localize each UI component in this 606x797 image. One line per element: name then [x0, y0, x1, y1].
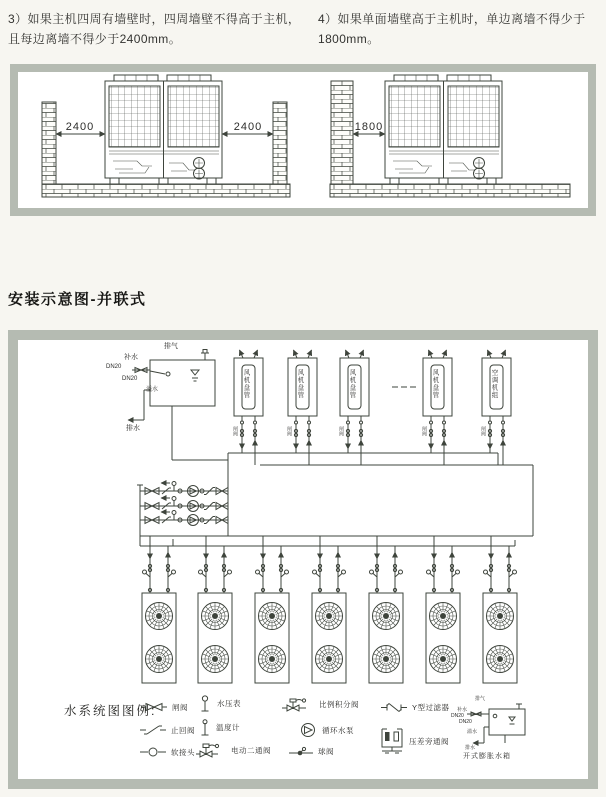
fan-coil-unit [340, 350, 369, 465]
legend-item-pi-valve: 比例积分阀 [282, 697, 359, 712]
unit-label-ahu: 空调机组 [490, 369, 498, 399]
dimension-right: 1800 [354, 121, 384, 133]
pipe-valve-label: 闸阀 [480, 426, 486, 436]
ball-valve-icon [289, 745, 313, 758]
legend-item-pressure-gauge: 水压表 [198, 695, 241, 712]
fan-coil-unit [234, 350, 263, 465]
motorized-valve-icon [196, 742, 226, 758]
heat-pump-module [255, 536, 289, 683]
legend-item-gate-valve: 闸阀 [141, 701, 188, 713]
tank-overflow-label: 溢水 [146, 387, 159, 393]
tank-dn20-a-label: DN20 [106, 364, 122, 370]
pipe-valve-label: 闸阀 [421, 426, 427, 436]
check-valve-icon [140, 724, 166, 736]
dp-bypass-valve-icon [380, 727, 404, 755]
legend-item-motorized-valve: 电动二通阀 [196, 742, 271, 758]
unit-label-fan-coil-3: 风机盘管 [348, 369, 356, 399]
tank-drain-label: 排水 [126, 425, 140, 432]
legend-open-expansion-tank [451, 695, 551, 765]
expansion-tank [128, 350, 228, 461]
unit-label-fan-coil-4: 风机盘管 [431, 369, 439, 399]
pump-branch [140, 497, 228, 512]
tank-makeup-label: 补水 [124, 354, 138, 361]
dimension-left-b: 2400 [233, 121, 263, 133]
gate-valve-icon [141, 701, 167, 713]
terminal-units [234, 350, 511, 465]
header-box [140, 387, 533, 546]
fan-coil-unit [423, 350, 452, 465]
schematic-area [18, 340, 588, 779]
legend-title: 水系统图图例: [64, 704, 157, 718]
pi-valve-icon [282, 697, 314, 712]
mini-tank-dn20-b-label: DN20 [459, 719, 472, 725]
y-strainer-icon [381, 701, 407, 714]
heat-pump-module [426, 536, 460, 683]
mini-tank-drain-label: 排水 [465, 745, 476, 751]
tank-dn20-b-label: DN20 [122, 376, 138, 382]
note-item-4: 4）如果单面墙壁高于主机时，单边离墙不得少于1800mm。 [318, 12, 586, 46]
legend-item-flexible-joint: 软接头 [140, 746, 195, 758]
pipe-valve-label: 闸阀 [286, 426, 292, 436]
note-item-3: 3）如果主机四周有墙壁时，四周墙壁不得高于主机，且每边离墙不得少于2400mm。 [8, 12, 301, 46]
section-title: 安装示意图-并联式 [8, 291, 147, 308]
clearance-diagram-left [42, 75, 290, 197]
pump-branch [140, 511, 228, 526]
flexible-joint-icon [140, 746, 166, 758]
legend-item-thermometer: 温度计 [199, 719, 240, 736]
clearance-diagram [18, 72, 588, 208]
unit-label-fan-coil-2: 风机盘管 [296, 369, 304, 399]
unit-label-fan-coil-1: 风机盘管 [242, 369, 250, 399]
heat-pump-module [369, 536, 403, 683]
heat-pump-module [142, 536, 176, 683]
mini-tank-vent-label: 排气 [475, 696, 486, 702]
mini-tank-makeup-label: 补水 [457, 707, 468, 713]
pipe-valve-label: 闸阀 [232, 426, 238, 436]
clearance-panel [10, 64, 596, 216]
dimension-left-a: 2400 [65, 121, 95, 133]
outdoor-units [142, 536, 517, 683]
mini-tank-dn20-a-label: DN20 [451, 713, 464, 719]
fan-coil-unit [288, 350, 317, 465]
mini-tank-caption: 开式膨胀水箱 [463, 753, 511, 760]
air-handling-unit [482, 350, 511, 465]
pump-icon [299, 722, 317, 738]
thermometer-icon [199, 719, 211, 736]
heat-pump-module [198, 536, 232, 683]
heat-pump-module [483, 536, 517, 683]
heat-pump-module [312, 536, 346, 683]
mini-tank-overflow-label: 溢水 [467, 729, 478, 735]
legend-item-circulation-pump: 循环水泵 [299, 722, 354, 738]
pressure-gauge-icon [198, 695, 212, 712]
pipe-valve-label: 闸阀 [338, 426, 344, 436]
schematic-panel [8, 330, 598, 789]
pump-branch [140, 482, 228, 497]
clearance-diagram-right [330, 75, 570, 197]
legend-item-y-strainer: Y型过滤器 [381, 701, 450, 714]
legend-item-check-valve: 止回阀 [140, 724, 195, 736]
legend-item-dp-bypass-valve: 压差旁通阀 [380, 727, 449, 755]
legend [36, 695, 584, 777]
legend-item-ball-valve: 球阀 [289, 745, 334, 758]
tank-vent-label: 排气 [164, 343, 178, 350]
